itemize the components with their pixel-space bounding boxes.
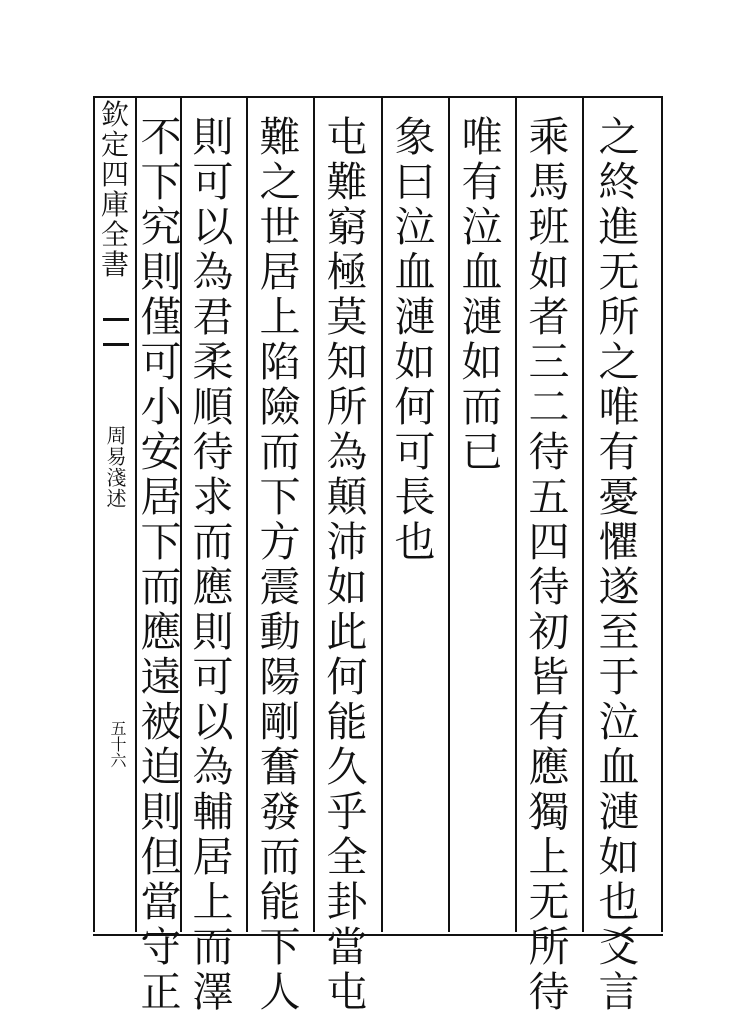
character: 方: [259, 518, 301, 566]
character: 則: [140, 248, 182, 296]
character: 險: [259, 383, 301, 431]
character: 可: [140, 338, 182, 386]
character: 漣: [461, 293, 503, 341]
character: 五: [528, 473, 570, 521]
character: 遂: [598, 563, 640, 611]
character: 而: [140, 563, 182, 611]
character: 之: [598, 338, 640, 386]
character: 剛: [259, 698, 301, 746]
character: 有: [461, 158, 503, 206]
character: 下: [140, 158, 182, 206]
text-column-4: [389, 115, 441, 565]
character: 輔: [192, 788, 234, 836]
character: 待: [528, 428, 570, 476]
character: 顛: [326, 473, 368, 521]
character: 至: [598, 608, 640, 656]
character: 沛: [326, 518, 368, 566]
character: 終: [598, 158, 640, 206]
text-column-1: [593, 115, 645, 1015]
page-number: 五十六: [108, 720, 127, 768]
character: 可: [394, 428, 436, 476]
character: 應: [140, 608, 182, 656]
character: 而: [461, 383, 503, 431]
character: 二: [528, 383, 570, 431]
character: 獨: [528, 788, 570, 836]
character: 之: [598, 113, 640, 161]
character: 也: [394, 518, 436, 566]
character: 君: [192, 293, 234, 341]
character: 難: [259, 113, 301, 161]
character: 而: [259, 428, 301, 476]
character: 乘: [528, 113, 570, 161]
character: 所: [598, 293, 640, 341]
character: 世: [259, 203, 301, 251]
character: 所: [326, 383, 368, 431]
character: 下: [259, 923, 301, 971]
character: 居: [140, 473, 182, 521]
character: 血: [598, 743, 640, 791]
character: 言: [598, 968, 640, 1016]
book-title: 周易淺述: [103, 425, 127, 509]
character: 為: [326, 428, 368, 476]
character: 順: [192, 383, 234, 431]
character: 以: [192, 203, 234, 251]
column-rule: [313, 96, 315, 932]
character: 三: [528, 338, 570, 386]
text-column-5: [321, 115, 373, 1015]
character: 如: [394, 338, 436, 386]
character: 皆: [528, 653, 570, 701]
character: 則: [140, 788, 182, 836]
character: 漣: [598, 788, 640, 836]
character: 當: [326, 923, 368, 971]
character: 唯: [598, 383, 640, 431]
character: 定: [100, 128, 129, 161]
character: 動: [259, 608, 301, 656]
column-rule: [448, 96, 450, 932]
character: 陽: [259, 653, 301, 701]
text-column-8: [135, 115, 187, 1015]
character: 如: [598, 833, 640, 881]
character: 則: [192, 608, 234, 656]
character: 澤: [192, 968, 234, 1016]
character: 極: [326, 248, 368, 296]
character: 上: [192, 878, 234, 926]
character: 上: [528, 833, 570, 881]
character: 卦: [326, 878, 368, 926]
character: 也: [598, 878, 640, 926]
character: 之: [259, 158, 301, 206]
text-column-3: [456, 115, 508, 475]
character: 守: [140, 923, 182, 971]
character: 而: [192, 518, 234, 566]
character: 者: [528, 293, 570, 341]
character: 血: [461, 248, 503, 296]
character: 久: [326, 743, 368, 791]
column-rule: [515, 96, 517, 932]
fishtail-mark: [103, 318, 129, 346]
character: 下: [259, 473, 301, 521]
character: 窮: [326, 203, 368, 251]
character: 柔: [192, 338, 234, 386]
character: 漣: [394, 293, 436, 341]
character: 爻: [598, 923, 640, 971]
character: 究: [140, 203, 182, 251]
character: 如: [528, 248, 570, 296]
character: 泣: [394, 203, 436, 251]
character: 泣: [598, 698, 640, 746]
character: 進: [598, 203, 640, 251]
character: 難: [326, 158, 368, 206]
character: 四: [528, 518, 570, 566]
character: 有: [528, 698, 570, 746]
character: 憂: [598, 473, 640, 521]
character: 應: [192, 563, 234, 611]
column-rule: [246, 96, 248, 932]
character: 象: [394, 113, 436, 161]
character: 无: [598, 248, 640, 296]
character: 安: [140, 428, 182, 476]
text-column-2: [523, 115, 575, 1015]
character: 發: [259, 788, 301, 836]
character: 待: [192, 428, 234, 476]
character: 待: [528, 563, 570, 611]
character: 而: [192, 923, 234, 971]
column-rule: [582, 96, 584, 932]
character: 則: [192, 113, 234, 161]
character: 屯: [326, 968, 368, 1016]
character: 不: [140, 113, 182, 161]
column-rule: [661, 96, 663, 932]
character: 應: [528, 743, 570, 791]
character: 知: [326, 338, 368, 386]
character: 當: [140, 878, 182, 926]
character: 被: [140, 698, 182, 746]
character: 莫: [326, 293, 368, 341]
character: 為: [192, 248, 234, 296]
character: 居: [259, 248, 301, 296]
character: 長: [394, 473, 436, 521]
character: 泣: [461, 203, 503, 251]
character: 有: [598, 428, 640, 476]
character: 下: [140, 518, 182, 566]
text-column-7: [187, 115, 239, 1015]
character: 奮: [259, 743, 301, 791]
character: 何: [326, 653, 368, 701]
character: 小: [140, 383, 182, 431]
character: 可: [192, 158, 234, 206]
character: 无: [528, 878, 570, 926]
character: 如: [326, 563, 368, 611]
character: 初: [528, 608, 570, 656]
character: 而: [259, 833, 301, 881]
column-rule: [381, 96, 383, 932]
character: 此: [326, 608, 368, 656]
character: 懼: [598, 518, 640, 566]
character: 人: [259, 968, 301, 1016]
character: 居: [192, 833, 234, 881]
character: 書: [100, 248, 129, 281]
character: 如: [461, 338, 503, 386]
character: 于: [598, 653, 640, 701]
character: 遠: [140, 653, 182, 701]
character: 陷: [259, 338, 301, 386]
character: 為: [192, 743, 234, 791]
text-column-6: [254, 115, 306, 1015]
character: 曰: [394, 158, 436, 206]
character: 但: [140, 833, 182, 881]
character: 全: [100, 218, 129, 251]
character: 已: [461, 428, 503, 476]
character: 上: [259, 293, 301, 341]
character: 班: [528, 203, 570, 251]
character: 能: [259, 878, 301, 926]
character: 欽: [100, 98, 129, 131]
character: 何: [394, 383, 436, 431]
character: 乎: [326, 788, 368, 836]
character: 以: [192, 698, 234, 746]
column-rule: [93, 96, 95, 932]
character: 全: [326, 833, 368, 881]
character: 迫: [140, 743, 182, 791]
character: 震: [259, 563, 301, 611]
character: 可: [192, 653, 234, 701]
character: 血: [394, 248, 436, 296]
character: 正: [140, 968, 182, 1016]
character: 屯: [326, 113, 368, 161]
character: 馬: [528, 158, 570, 206]
character: 能: [326, 698, 368, 746]
character: 求: [192, 473, 234, 521]
character: 庫: [100, 188, 129, 221]
character: 四: [100, 158, 129, 191]
character: 唯: [461, 113, 503, 161]
header-text: [100, 100, 130, 280]
character: 待: [528, 968, 570, 1016]
character: 僅: [140, 293, 182, 341]
character: 所: [528, 923, 570, 971]
